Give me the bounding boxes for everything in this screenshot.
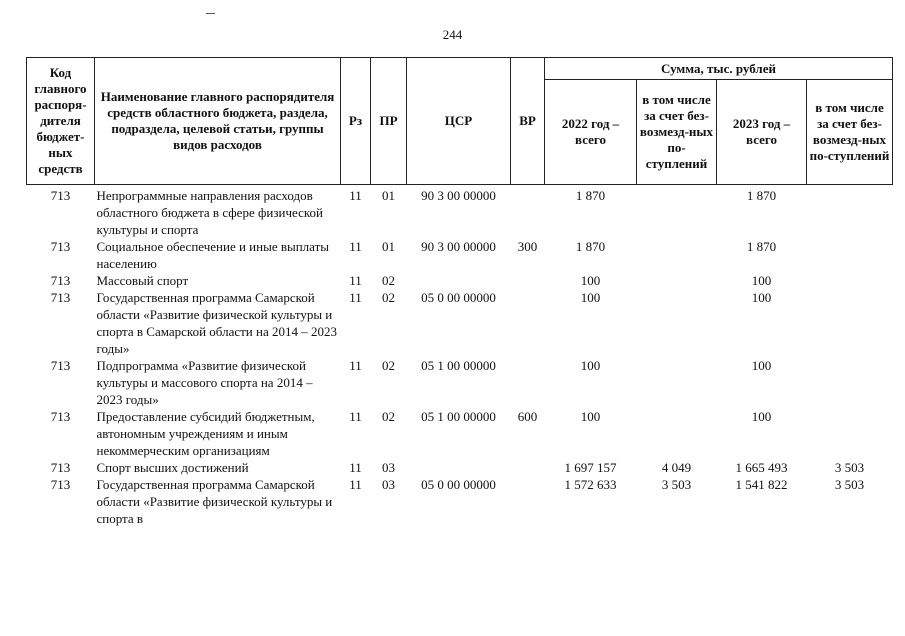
row-sum-2022: 100 (580, 409, 601, 424)
row-sum-2022-free: 4 049 (661, 460, 692, 475)
row-csr (407, 459, 511, 476)
row-code: 713 (50, 290, 71, 305)
row-name: Массовый спорт (96, 273, 189, 288)
header-2023-free: в том числе за счет без-возмезд-ных по-ступлений (807, 80, 893, 185)
header-2022-total: 2022 год – всего (545, 80, 637, 185)
row-sum-2022: 100 (580, 290, 601, 305)
row-pr: 03 (382, 477, 395, 492)
table-header (27, 58, 893, 185)
row-rz: 11 (349, 239, 362, 254)
table-row (27, 459, 893, 476)
row-code: 713 (50, 460, 71, 475)
row-vr (511, 357, 545, 408)
row-sum-2022: 1 697 157 (564, 460, 617, 475)
row-sum-2022-free (637, 408, 717, 459)
row-rz: 11 (349, 290, 362, 305)
header-rz: Рз (341, 58, 371, 185)
row-pr: 02 (382, 290, 395, 305)
row-sum-2023: 100 (751, 409, 772, 424)
row-sum-2023: 100 (751, 358, 772, 373)
row-sum-2023: 1 870 (746, 188, 777, 203)
row-pr: 02 (382, 358, 395, 373)
row-name: Предоставление субсидий бюджетным, автономным учреждениям и иным некоммерческим организациям (96, 409, 315, 458)
row-csr: 05 0 00 00000 (421, 477, 496, 492)
row-sum-2023: 1 665 493 (735, 460, 788, 475)
row-sum-2023: 1 541 822 (735, 477, 788, 492)
row-sum-2023-free (807, 238, 893, 272)
row-csr: 90 3 00 00000 (421, 188, 496, 203)
row-csr (407, 272, 511, 289)
row-code: 713 (50, 239, 71, 254)
row-sum-2022-free (637, 238, 717, 272)
row-sum-2022-free (637, 272, 717, 289)
row-rz: 11 (349, 460, 362, 475)
table-row (27, 408, 893, 459)
row-vr (511, 459, 545, 476)
row-sum-2023-free (807, 187, 893, 238)
row-pr: 03 (382, 460, 395, 475)
table-body (27, 185, 893, 528)
row-sum-2022: 1 572 633 (564, 477, 617, 492)
row-name: Непрограммные направления расходов областного бюджета в сфере физической культуры и спорта (96, 188, 323, 237)
table-row (27, 357, 893, 408)
row-sum-2022-free (637, 357, 717, 408)
row-vr (511, 476, 545, 527)
table-row (27, 187, 893, 238)
row-csr: 05 1 00 00000 (421, 358, 496, 373)
row-sum-2022-free (637, 289, 717, 357)
row-sum-2023: 100 (751, 290, 772, 305)
row-csr: 90 3 00 00000 (421, 239, 496, 254)
header-csr: ЦСР (407, 58, 511, 185)
row-code: 713 (50, 477, 71, 492)
row-sum-2023-free (807, 289, 893, 357)
row-rz: 11 (349, 477, 362, 492)
table-row (27, 476, 893, 527)
row-sum-2022-free (637, 187, 717, 238)
row-sum-2022: 1 870 (575, 239, 606, 254)
row-sum-2023-free (807, 357, 893, 408)
row-sum-2023-free: 3 503 (834, 460, 865, 475)
row-sum-2022: 1 870 (575, 188, 606, 203)
row-code: 713 (50, 409, 71, 424)
row-rz: 11 (349, 188, 362, 203)
header-name: Наименование главного распорядителя средств областного бюджета, раздела, подраздела, целевой статьи, группы видов расходов (95, 58, 341, 185)
table-row (27, 272, 893, 289)
row-rz: 11 (349, 273, 362, 288)
table-row (27, 289, 893, 357)
row-sum-2023: 100 (751, 273, 772, 288)
row-csr: 05 1 00 00000 (421, 409, 496, 424)
row-name: Государственная программа Самарской области «Развитие физической культуры и спорта в (96, 477, 333, 526)
row-code: 713 (50, 358, 71, 373)
row-sum-2023-free (807, 272, 893, 289)
row-vr (511, 272, 545, 289)
row-sum-2023-free (807, 408, 893, 459)
row-rz: 11 (349, 358, 362, 373)
row-csr: 05 0 00 00000 (421, 290, 496, 305)
row-sum-2023: 1 870 (746, 239, 777, 254)
row-vr (511, 289, 545, 357)
row-sum-2022-free: 3 503 (661, 477, 692, 492)
header-2022-free: в том числе за счет без-возмезд-ных по-ступлений (637, 80, 717, 185)
row-code: 713 (50, 188, 71, 203)
header-2023-total: 2023 год – всего (717, 80, 807, 185)
row-vr: 600 (517, 409, 538, 424)
row-code: 713 (50, 273, 71, 288)
header-code: Код главного распоря-дителя бюджет-ных средств (27, 58, 95, 185)
budget-table (26, 57, 893, 527)
header-pr: ПР (371, 58, 407, 185)
row-sum-2023-free: 3 503 (834, 477, 865, 492)
table-row (27, 238, 893, 272)
page-number: 244 (442, 27, 463, 42)
row-name: Социальное обеспечение и иные выплаты населению (96, 239, 330, 271)
row-vr (511, 187, 545, 238)
row-pr: 01 (382, 239, 395, 254)
row-pr: 02 (382, 273, 395, 288)
scan-artifact (206, 9, 215, 14)
row-sum-2022: 100 (580, 358, 601, 373)
row-vr: 300 (517, 239, 538, 254)
row-pr: 01 (382, 188, 395, 203)
header-sum-group: Сумма, тыс. рублей (545, 58, 893, 80)
row-sum-2022: 100 (580, 273, 601, 288)
row-pr: 02 (382, 409, 395, 424)
header-vr: ВР (511, 58, 545, 185)
row-rz: 11 (349, 409, 362, 424)
row-name: Подпрограмма «Развитие физической культуры и массового спорта на 2014 – 2023 годы» (96, 358, 313, 407)
row-name: Спорт высших достижений (96, 460, 249, 475)
row-name: Государственная программа Самарской области «Развитие физической культуры и спорта в Самарской области на 2014 – 2023 годы» (96, 290, 337, 356)
